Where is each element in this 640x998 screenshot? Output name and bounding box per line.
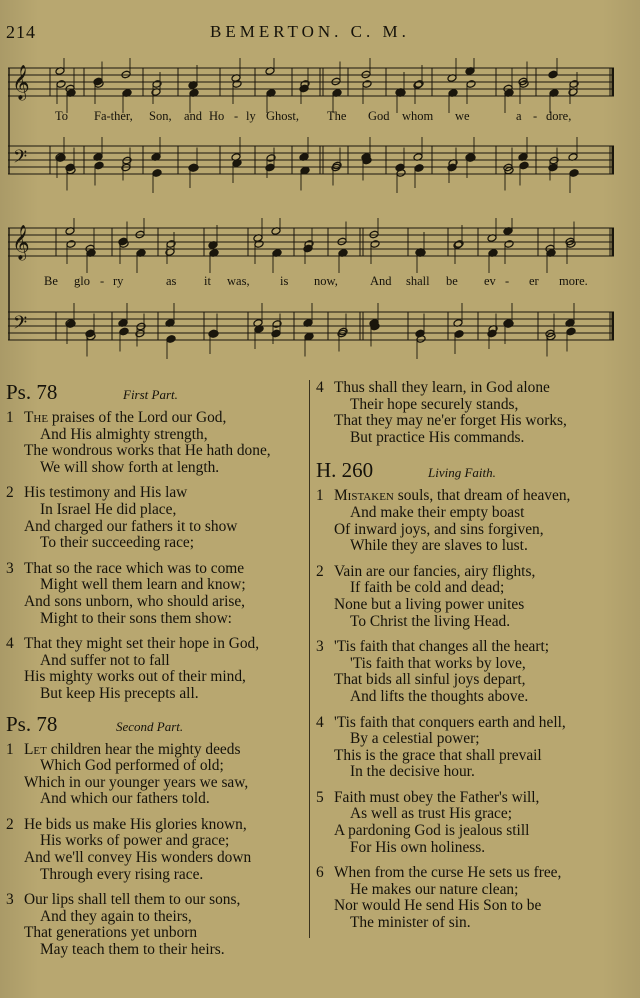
hymn-line: None but a living power unites <box>334 595 525 613</box>
note-head <box>304 332 314 341</box>
stanza <box>316 715 634 781</box>
hymn-line: 4 That they might set their hope in God, <box>6 635 260 653</box>
bass-clef-icon: 𝄢 <box>13 147 28 172</box>
hymn-line: And which our fathers told. <box>40 790 210 808</box>
note-head <box>271 329 281 338</box>
hymn-line: He makes our nature clean; <box>350 880 519 898</box>
lyric: glo <box>74 274 90 288</box>
stanza <box>316 564 634 630</box>
hymn-line: And lifts the thoughts above. <box>350 687 529 705</box>
lyric: Son, <box>149 109 172 123</box>
hymn-line: 2 He bids us make His glories known, <box>6 815 247 833</box>
right-column <box>316 380 634 941</box>
lyric: Ghost, <box>266 109 299 123</box>
hymn-line: 4 Thus shall they learn, in God alone <box>316 379 550 396</box>
hymn-line: 5 Faith must obey the Father's will, <box>316 788 540 806</box>
lyric: was, <box>227 274 250 288</box>
note-head <box>119 327 129 336</box>
hymn-line: 3 Our lips shall tell them to our sons, <box>6 891 241 909</box>
stanza <box>6 742 302 808</box>
note-head <box>454 330 464 339</box>
note-head <box>369 230 379 239</box>
lyric: whom <box>402 109 434 123</box>
note-head <box>332 161 342 170</box>
staff-system-2 <box>8 218 614 360</box>
hymn-line: But practice His commands. <box>350 428 525 446</box>
hymn-line: 2 His testimony and His law <box>6 484 188 502</box>
lyric: - <box>100 274 105 288</box>
lyric: - <box>234 109 239 123</box>
lyric: be <box>446 274 458 288</box>
treble-clef-icon: 𝄞 <box>12 225 30 260</box>
stanza <box>6 561 302 627</box>
hymn-line: To Christ the living Head. <box>350 612 511 630</box>
left-column <box>6 380 302 968</box>
page-header <box>0 20 640 46</box>
hymn-line: This is the grace that shall prevail <box>334 746 542 764</box>
hymn-line: The wondrous works that He hath done, <box>24 442 271 460</box>
note-head <box>152 80 162 89</box>
hymn-line: And we'll convey His wonders down <box>24 849 252 867</box>
note-head <box>504 240 514 249</box>
stanza <box>316 380 634 446</box>
note-head <box>569 169 579 178</box>
hymn-line: In the decisive hour. <box>350 763 475 781</box>
note-head <box>166 240 176 249</box>
hymn-line: Nor would He send His Son to be <box>334 897 542 915</box>
note-head <box>300 166 310 175</box>
note-head <box>136 322 146 331</box>
note-head <box>361 70 371 79</box>
hymn-line: 3 That so the race which was to come <box>6 559 245 577</box>
lyric: it <box>204 274 211 288</box>
psalm-number: Ps. 78 <box>6 711 58 736</box>
hymn-line: Their hope securely stands, <box>350 395 519 413</box>
lyric: ry <box>113 274 124 288</box>
lyric: The <box>327 109 347 123</box>
hymn-line: As well as trust His grace; <box>350 805 512 823</box>
lyric: and <box>184 109 203 123</box>
hymn-line: And charged our fathers it to show <box>24 517 238 535</box>
note-head <box>548 70 558 79</box>
treble-clef-icon: 𝄞 <box>12 65 30 100</box>
hymn-line: In Israel He did place, <box>40 500 177 518</box>
hymn-line: Might to their sons them show: <box>40 609 232 627</box>
note-head <box>370 240 380 249</box>
staff-system-1 <box>8 58 614 193</box>
hymn-line: 4 'Tis faith that conquers earth and hell, <box>316 713 566 731</box>
note-head <box>66 240 76 249</box>
hymn-heading <box>316 458 634 488</box>
hymn-line: And make their empty boast <box>350 503 525 521</box>
hymn-line: To their succeeding race; <box>40 534 195 552</box>
hymn-line: That generations yet unborn <box>24 924 198 942</box>
hymn-line: Of inward joys, and sins forgiven, <box>334 520 544 538</box>
note-head <box>94 161 104 170</box>
note-head <box>56 80 66 89</box>
hymn-line: His works of power and grace; <box>40 832 230 850</box>
hymn-line: 'Tis faith that works by love, <box>350 654 526 672</box>
lyric: a <box>516 109 522 123</box>
hymn-line: But keep His precepts all. <box>40 684 199 702</box>
hymn-line: For His own holiness. <box>350 838 486 856</box>
hymn-line: Which in our younger years we saw, <box>24 773 249 791</box>
note-head <box>466 80 476 89</box>
note-head <box>414 164 424 173</box>
lyric: more. <box>559 274 588 288</box>
psalm-number: Ps. 78 <box>6 380 58 404</box>
lyric: now, <box>314 274 338 288</box>
lyric: Fa-ther, <box>94 109 133 123</box>
note-head <box>566 327 576 336</box>
hymn-line: May teach them to their heirs. <box>40 941 225 959</box>
hymn-line: 1 Mistaken souls, that dream of heaven, <box>316 487 571 505</box>
hymn-line: 6 When from the curse He sets us free, <box>316 864 562 882</box>
lyric: And <box>370 274 392 288</box>
note-head <box>519 161 529 170</box>
hymn-line: 1 Let children hear the mighty deeds <box>6 740 241 758</box>
lyric: - <box>533 109 538 123</box>
hymn-line: And they again to theirs, <box>40 907 192 925</box>
hymn-line: That bids all sinful joys depart, <box>334 671 526 689</box>
stanza <box>6 485 302 551</box>
lyric: To <box>55 109 69 123</box>
hymn-line: His mighty works out of their mind, <box>24 668 246 686</box>
note-head <box>121 163 131 172</box>
note-head <box>331 77 341 86</box>
stanza <box>316 488 634 554</box>
lyric: shall <box>406 274 430 288</box>
lyric: we <box>455 109 470 123</box>
stanza <box>316 865 634 931</box>
hymn-line: We will show forth at length. <box>40 458 220 476</box>
tune-title: BEMERTON. C. M. <box>210 22 410 41</box>
note-head <box>337 237 347 246</box>
note-head <box>272 320 282 329</box>
hymn-line: 1 The praises of the Lord our God, <box>6 409 227 426</box>
note-head <box>454 240 464 249</box>
note-head <box>338 327 348 336</box>
lyric: Ho <box>209 109 225 123</box>
hymn-line: If faith be cold and dead; <box>350 579 505 597</box>
page-number: 214 <box>6 22 36 42</box>
lyric: - <box>505 274 510 288</box>
note-head <box>362 80 372 89</box>
hymn-line: And suffer not to fall <box>40 651 170 669</box>
part-label: Second Part. <box>116 718 184 734</box>
hymn-line: The minister of sin. <box>350 914 471 932</box>
stanza <box>6 817 302 883</box>
hymn-number: H. 260 <box>316 458 374 483</box>
lyric: dore, <box>546 109 572 123</box>
note-head <box>414 80 424 89</box>
bass-clef-icon: 𝄢 <box>13 313 28 338</box>
lyric: ev <box>484 274 496 288</box>
hymn-line: And sons unborn, who should arise, <box>24 592 246 610</box>
note-head <box>121 70 131 79</box>
note-head <box>166 335 176 344</box>
part-label: First Part. <box>123 387 178 402</box>
lyric: Be <box>44 274 58 288</box>
lyric: as <box>166 274 177 288</box>
note-head <box>569 80 579 89</box>
lyric: is <box>280 274 289 288</box>
hymn-subtitle: Living Faith. <box>428 465 496 481</box>
hymn-line: That they may ne'er forget His works, <box>334 412 567 430</box>
stanza <box>316 639 634 705</box>
music-system-1 <box>8 58 614 193</box>
hymn-line: By a celestial power; <box>350 730 480 748</box>
hymn-line: 3 'Tis faith that changes all the heart; <box>316 638 550 656</box>
stanza <box>316 790 634 856</box>
note-head <box>135 329 145 338</box>
stanza <box>6 410 302 476</box>
note-head <box>266 154 276 163</box>
lyric: er <box>529 274 539 288</box>
psalm-heading <box>6 380 302 410</box>
music-system-2 <box>8 218 614 360</box>
hymn-line: Which God performed of old; <box>40 757 224 775</box>
stanza <box>6 892 302 958</box>
note-head <box>549 156 559 165</box>
lyric: God <box>368 109 390 123</box>
note-head <box>122 156 132 165</box>
stanza <box>6 636 302 702</box>
hymn-line: 2 Vain are our fancies, airy flights, <box>316 562 536 580</box>
note-head <box>135 230 145 239</box>
hymn-line: Might well them learn and know; <box>40 576 246 594</box>
note-head <box>265 163 275 172</box>
hymn-line: Through every rising race. <box>40 865 204 883</box>
psalm-heading <box>6 712 302 742</box>
hymn-line: And His almighty strength, <box>40 425 208 443</box>
lyric: ly <box>246 109 256 123</box>
note-head <box>152 169 162 178</box>
hymn-line: While they are slaves to lust. <box>350 537 528 555</box>
note-head <box>548 163 558 172</box>
column-divider <box>309 380 310 938</box>
hymn-line: A pardoning God is jealous still <box>334 822 530 840</box>
